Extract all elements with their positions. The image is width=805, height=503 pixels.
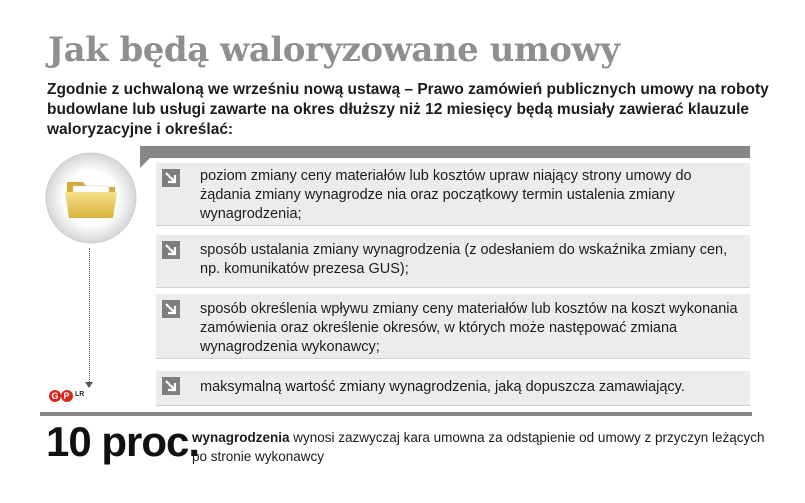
- svg-text:G: G: [51, 391, 59, 401]
- highlight-value: 10 proc.: [46, 418, 200, 465]
- arrow-down-right-icon: [162, 300, 180, 318]
- svg-text:P: P: [63, 391, 70, 401]
- list-item: [156, 163, 750, 226]
- header-bar-corner: [140, 158, 150, 168]
- page-title: Jak będą waloryzowane umowy: [48, 30, 620, 70]
- list-item: [156, 235, 750, 288]
- intro-paragraph: Zgodnie z uchwaloną we wrześniu nową ustawą – Prawo zamówień publicznych umowy na roboty budowlane lub usługi zawarte na okres dłuższy niż 12 miesięcy będą musiały zawierać klauzule waloryzacyjne i określać:: [47, 81, 769, 138]
- arrow-down-right-icon: [162, 377, 180, 395]
- list-item: [156, 294, 750, 359]
- list-item-text: sposób ustalania zmiany wynagrodzenia (z odesłaniem do wskaźnika zmiany cen, np. komunikatów prezesa GUS);: [200, 242, 728, 277]
- divider: [40, 412, 752, 416]
- highlight-bold-lead: wynagrodzenia: [192, 430, 290, 445]
- highlight-text: [192, 428, 772, 466]
- list-item-text: sposób określenia wpływu zmiany ceny materiałów lub kosztów na koszt wykonania zamówienia oraz określenie okresów, w których może następować zmiana wynagrodzenia wykonawcy;: [200, 301, 738, 355]
- connector-line: [89, 248, 90, 384]
- list-item-text: maksymalną wartość zmiany wynagrodzenia, jaką dopuszcza zamawiający.: [200, 379, 685, 395]
- logo-initials: LR: [75, 391, 85, 398]
- list-item: [156, 371, 750, 406]
- list-item-text: poziom zmiany ceny materiałów lub kosztów upraw niający strony umowy do żądania zmiany wynagrodze nia oraz początkowy termin ustalenia zmiany wynagrodzenia;: [200, 168, 692, 222]
- highlight-rest: wynosi zazwyczaj kara umowna za odstąpienie od umowy z przyczyn leżących po stronie wykonawcy: [192, 430, 765, 464]
- folder-icon: [45, 152, 137, 244]
- arrow-down-right-icon: [162, 241, 180, 259]
- header-bar: [140, 146, 750, 158]
- arrow-down-right-icon: [162, 169, 180, 187]
